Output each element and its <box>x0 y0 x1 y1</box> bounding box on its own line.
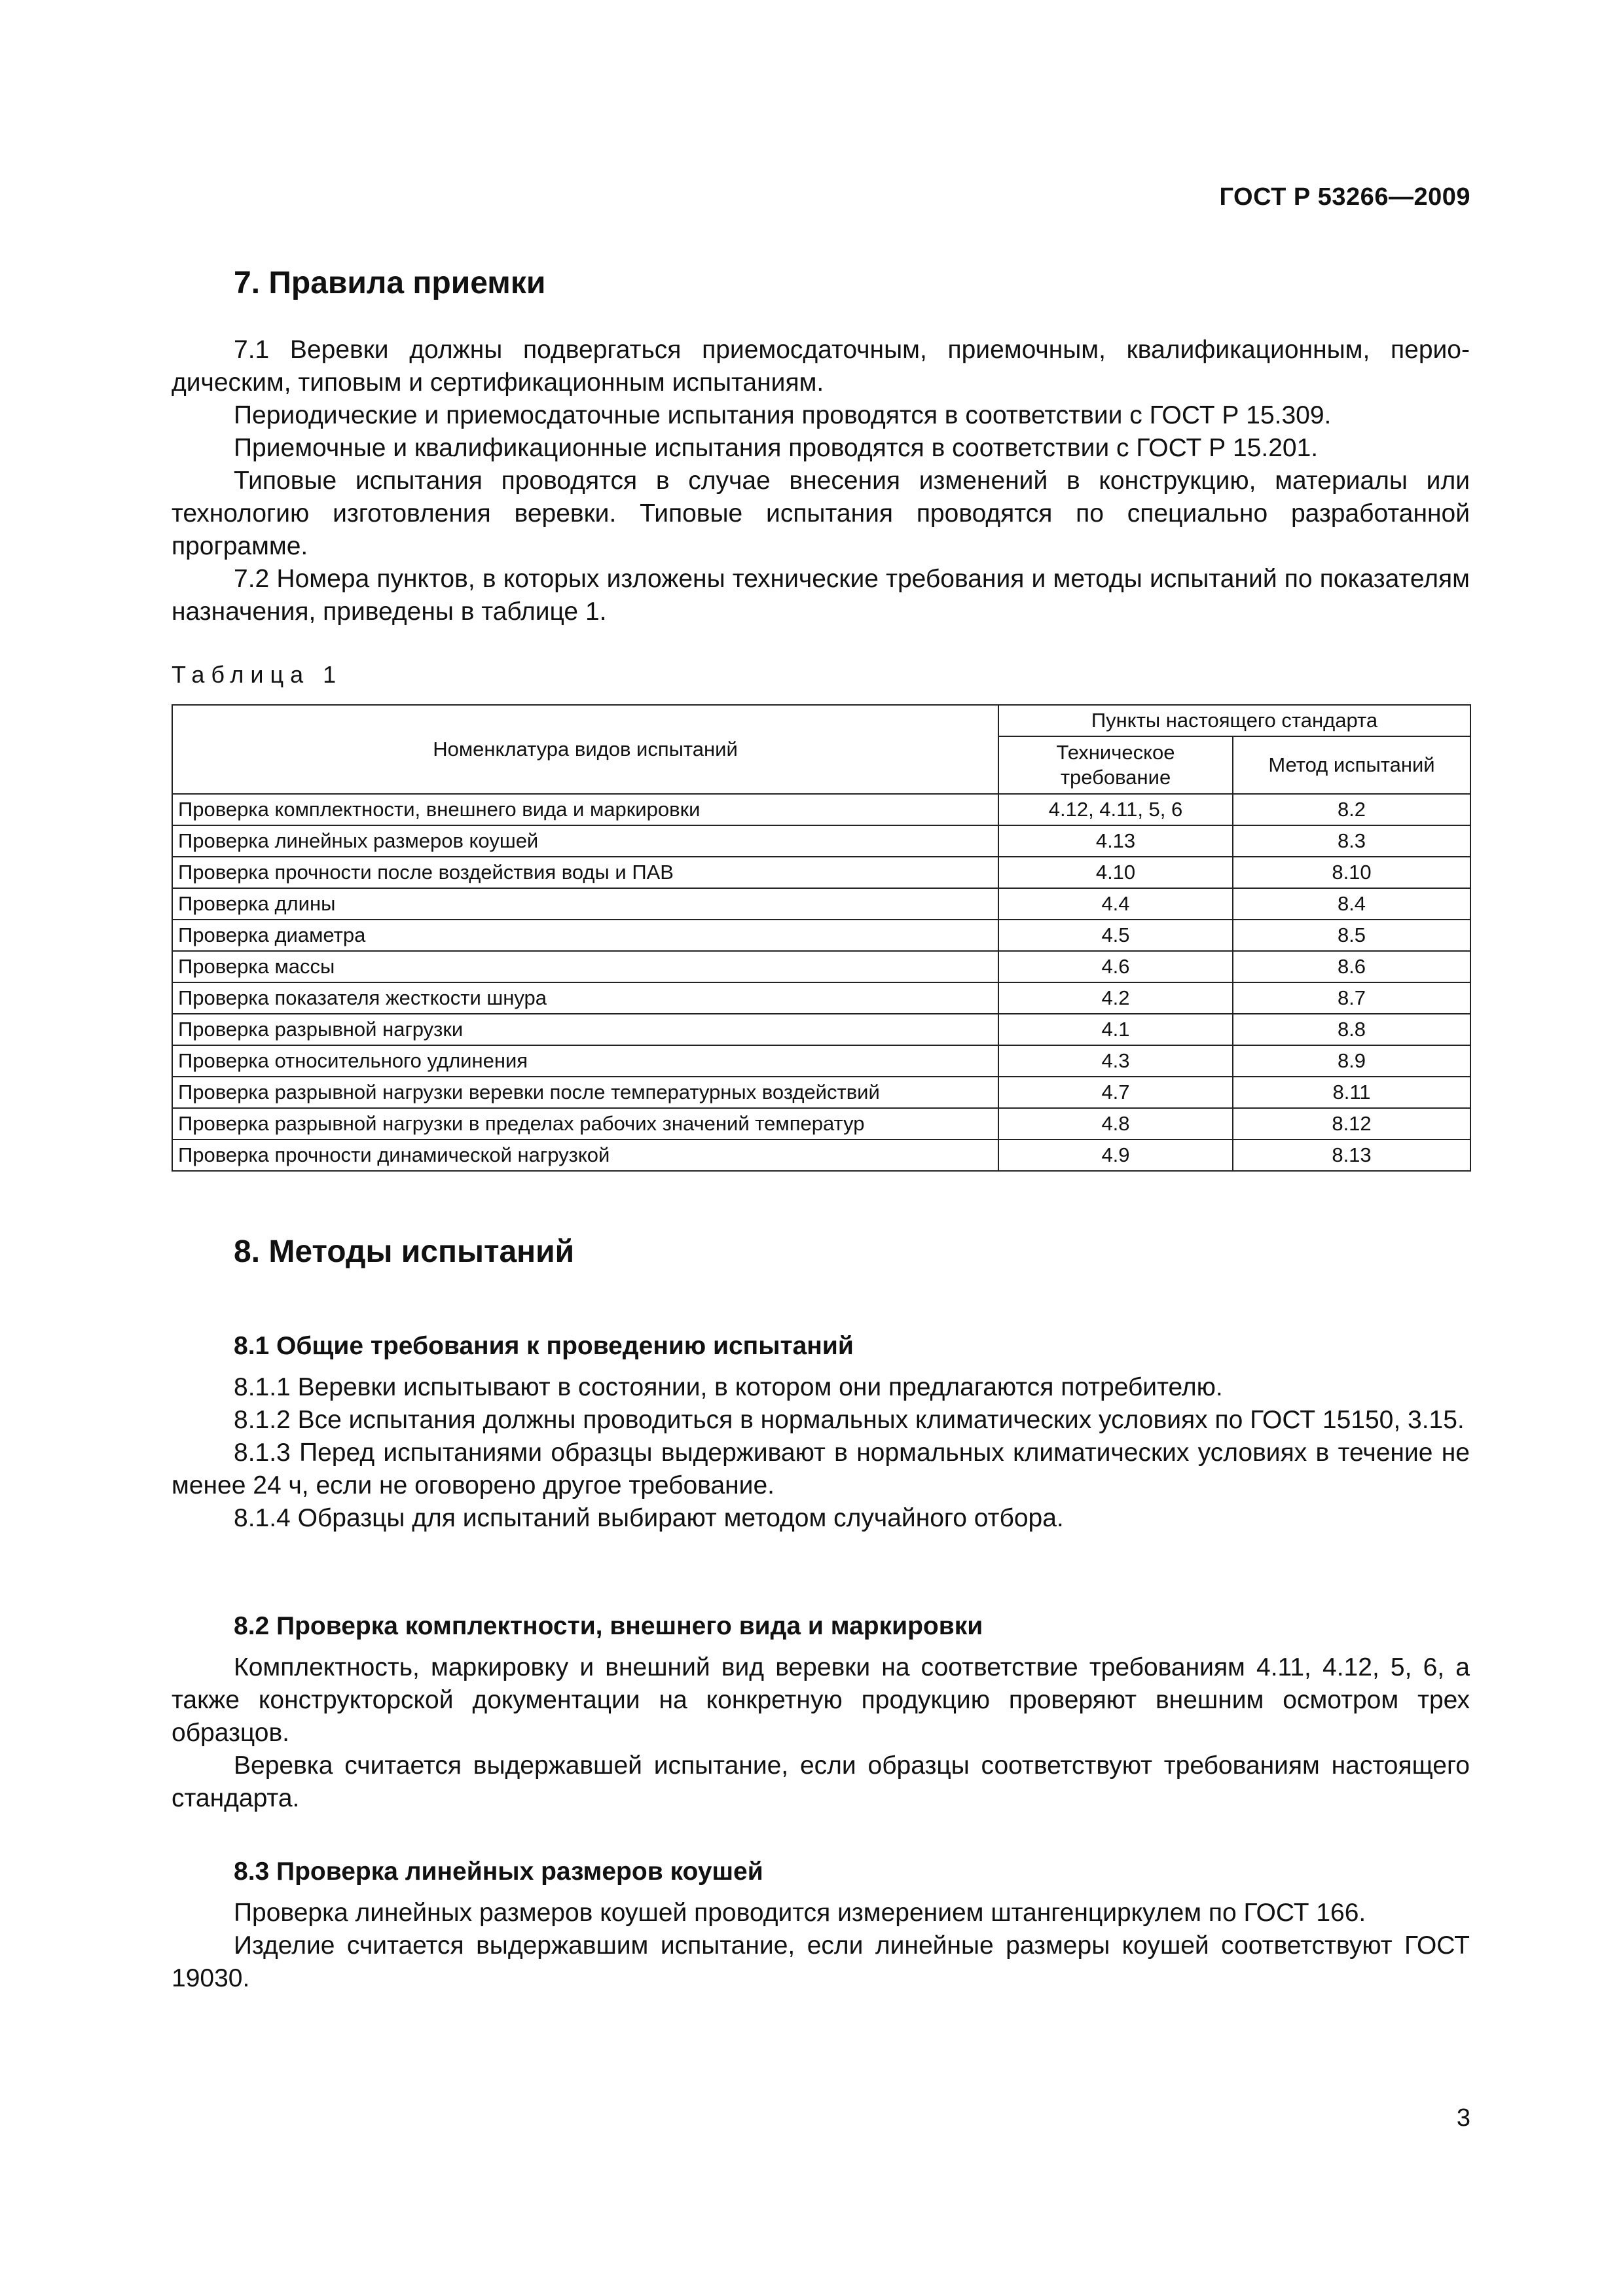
method-cell: 8.12 <box>1233 1108 1470 1139</box>
table-row <box>172 982 1470 1014</box>
column-header-requirement: Техническое требование <box>998 736 1233 794</box>
method-cell: 8.3 <box>1233 825 1470 857</box>
table-row <box>172 1045 1470 1077</box>
paragraph: Периодические и приемосдаточные испытания проводятся в соответствии с ГОСТ Р 15.309. <box>234 401 1332 429</box>
column-header-test-type: Номенклатура видов испытаний <box>172 705 998 794</box>
paragraph: 7.1 Веревки должны подвергаться приемосдаточным, приемочным, квалификационным, периодическим, типовым и сертификационным испытаниям. <box>172 336 1470 397</box>
paragraph: Изделие считается выдержавшим испытание, если линейные размеры коушей соответствуют ГОСТ 19030. <box>172 1931 1470 1992</box>
table-row <box>172 1014 1470 1045</box>
test-name-cell: Проверка разрывной нагрузки веревки после температурных воздействий <box>172 1077 998 1108</box>
test-name-cell: Проверка разрывной нагрузки в пределах рабочих значений температур <box>172 1108 998 1139</box>
column-group-header: Пункты настоящего стандарта <box>998 705 1470 736</box>
page-number: 3 <box>1456 2104 1470 2132</box>
table-row <box>172 825 1470 857</box>
document-id: ГОСТ Р 53266—2009 <box>1219 183 1470 211</box>
paragraph: 8.1.2 Все испытания должны проводиться в нормальных климатических условиях по ГОСТ 15150, 3.15. <box>234 1406 1465 1434</box>
requirement-cell: 4.4 <box>998 888 1233 920</box>
requirement-cell: 4.13 <box>998 825 1233 857</box>
paragraph: Проверка линейных размеров коушей проводится измерением штангенциркулем по ГОСТ 166. <box>234 1899 1366 1927</box>
paragraph: Веревка считается выдержавшей испытание, если образцы соответствуют требованиям настоящего стандарта. <box>172 1751 1470 1812</box>
test-name-cell: Проверка разрывной нагрузки <box>172 1014 998 1045</box>
table-row <box>172 1108 1470 1139</box>
test-name-cell: Проверка длины <box>172 888 998 920</box>
paragraph: 7.2 Номера пунктов, в которых изложены технические требования и методы испытаний по показателям назначения, приведены в таблице 1. <box>172 565 1470 626</box>
requirement-cell: 4.5 <box>998 920 1233 951</box>
test-name-cell: Проверка линейных размеров коушей <box>172 825 998 857</box>
table-caption: Таблица 1 <box>172 661 343 688</box>
test-name-cell: Проверка относительного удлинения <box>172 1045 998 1077</box>
method-cell: 8.2 <box>1233 794 1470 825</box>
method-cell: 8.13 <box>1233 1139 1470 1171</box>
table-row <box>172 1077 1470 1108</box>
subsection-8-3-text <box>172 1897 1470 1995</box>
requirement-cell: 4.12, 4.11, 5, 6 <box>998 794 1233 825</box>
test-name-cell: Проверка прочности динамической нагрузкой <box>172 1139 998 1171</box>
subsection-8-2-text <box>172 1651 1470 1815</box>
requirement-cell: 4.8 <box>998 1108 1233 1139</box>
test-name-cell: Проверка комплектности, внешнего вида и маркировки <box>172 794 998 825</box>
subsection-8-2-title: 8.2 Проверка комплектности, внешнего вида и маркировки <box>234 1612 983 1640</box>
requirement-cell: 4.3 <box>998 1045 1233 1077</box>
method-cell: 8.10 <box>1233 857 1470 888</box>
method-cell: 8.11 <box>1233 1077 1470 1108</box>
test-name-cell: Проверка массы <box>172 951 998 982</box>
requirements-table <box>172 704 1471 1172</box>
method-cell: 8.4 <box>1233 888 1470 920</box>
method-cell: 8.9 <box>1233 1045 1470 1077</box>
requirement-cell: 4.9 <box>998 1139 1233 1171</box>
requirement-cell: 4.10 <box>998 857 1233 888</box>
method-cell: 8.5 <box>1233 920 1470 951</box>
test-name-cell: Проверка прочности после воздействия воды и ПАВ <box>172 857 998 888</box>
requirement-cell: 4.2 <box>998 982 1233 1014</box>
table-body <box>172 794 1470 1171</box>
table-row <box>172 794 1470 825</box>
requirement-cell: 4.6 <box>998 951 1233 982</box>
table-row <box>172 951 1470 982</box>
section-8-title: 8. Методы испытаний <box>234 1234 575 1269</box>
paragraph: Типовые испытания проводятся в случае внесения изменений в конструкцию, материалы или технологию изготовления веревки. Типовые испытания проводятся по специально разработанной программе. <box>172 467 1470 560</box>
subsection-8-1-text <box>172 1371 1470 1535</box>
table-row <box>172 857 1470 888</box>
test-name-cell: Проверка показателя жесткости шнура <box>172 982 998 1014</box>
paragraph: 8.1.3 Перед испытаниями образцы выдерживают в нормальных климатических условиях в течение не менее 24 ч, если не оговорено другое требование. <box>172 1439 1470 1499</box>
table-row <box>172 920 1470 951</box>
paragraph: Комплектность, маркировку и внешний вид веревки на соответствие требованиям 4.11, 4.12, 5, 6, а также конструкторской документации на конкретную продукцию проверяют внешним осмотром трех образцов. <box>172 1653 1470 1747</box>
paragraph: Приемочные и квалификационные испытания проводятся в соответствии с ГОСТ Р 15.201. <box>234 434 1319 462</box>
section-7-text <box>172 334 1470 628</box>
requirement-cell: 4.7 <box>998 1077 1233 1108</box>
table-row <box>172 888 1470 920</box>
requirement-cell: 4.1 <box>998 1014 1233 1045</box>
paragraph: 8.1.4 Образцы для испытаний выбирают методом случайного отбора. <box>234 1504 1064 1532</box>
subsection-8-1-title: 8.1 Общие требования к проведению испытаний <box>234 1332 854 1360</box>
table-row <box>172 1139 1470 1171</box>
subsection-8-3-title: 8.3 Проверка линейных размеров коушей <box>234 1857 763 1886</box>
method-cell: 8.8 <box>1233 1014 1470 1045</box>
column-header-method: Метод испытаний <box>1233 736 1470 794</box>
method-cell: 8.7 <box>1233 982 1470 1014</box>
section-7-title: 7. Правила приемки <box>234 266 546 300</box>
method-cell: 8.6 <box>1233 951 1470 982</box>
paragraph: 8.1.1 Веревки испытывают в состоянии, в котором они предлагаются потребителю. <box>234 1373 1223 1401</box>
test-name-cell: Проверка диаметра <box>172 920 998 951</box>
